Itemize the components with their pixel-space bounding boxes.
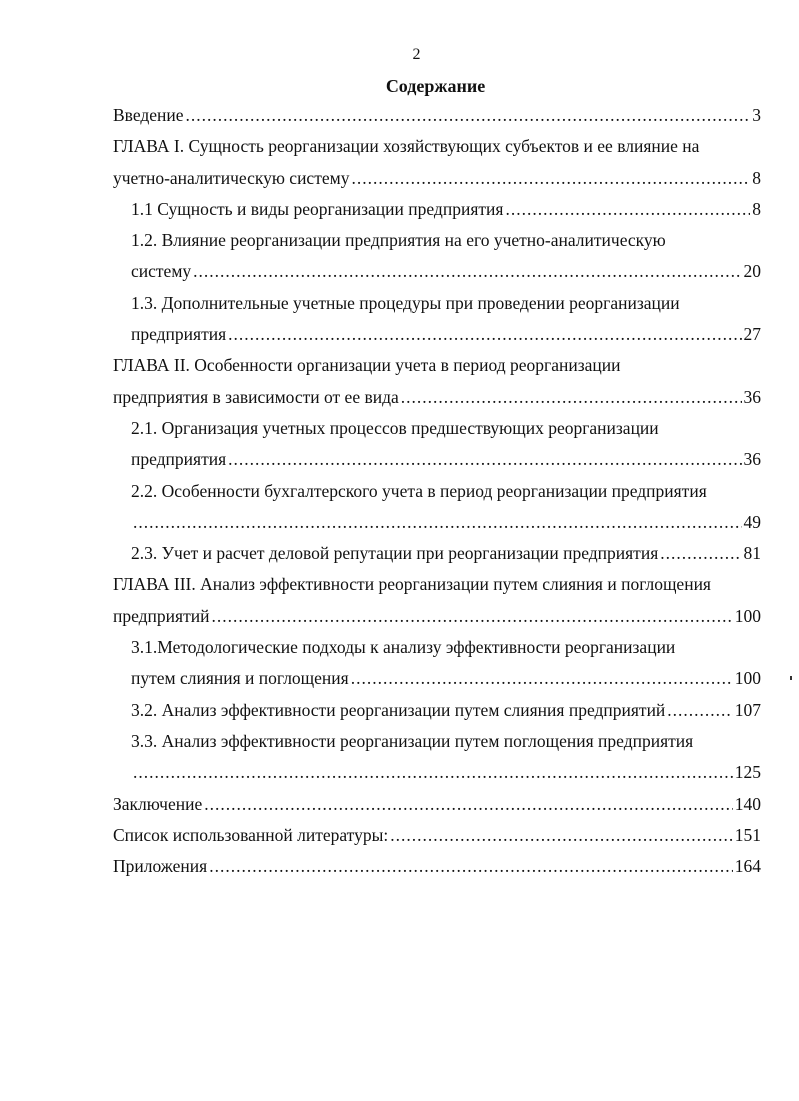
page-number: 2 — [412, 46, 421, 63]
toc-entry-section-2-2-line-2: ..... 49 — [113, 507, 761, 538]
toc-entry-chapter-1-line-1: ГЛАВА I. Сущность реорганизации хозяйствующих субъектов и ее влияние на — [113, 136, 700, 157]
toc-entry-section-3-2: 3.2. Анализ эффективности реорганизации путем слияния предприятий ..... 107 — [113, 695, 761, 726]
toc-entry-chapter-2-line-2: предприятия в зависимости от ее вида ..... 36 — [113, 382, 761, 413]
toc-entry-chapter-3-line-1: ГЛАВА III. Анализ эффективности реорганизации путем слияния и поглощения — [113, 574, 711, 595]
table-of-contents — [113, 100, 761, 882]
toc-entry-chapter-1-line-2: учетно-аналитическую систему ..... 8 — [113, 163, 761, 194]
toc-entry-conclusion: Заключение ..... 140 — [113, 789, 761, 820]
toc-entry-section-3-3-line-1: 3.3. Анализ эффективности реорганизации путем поглощения предприятия — [131, 730, 694, 751]
toc-entry-section-1-2-line-1: 1.2. Влияние реорганизации предприятия на его учетно-аналитическую — [131, 230, 666, 251]
toc-entry-references: Список использованной литературы: ..... 151 — [113, 820, 761, 851]
toc-title: Содержание — [385, 76, 486, 96]
toc-entry-section-1-1: 1.1 Сущность и виды реорганизации предприятия ..... 8 — [113, 194, 761, 225]
scan-speck — [790, 676, 792, 680]
toc-entry-section-2-3: 2.3. Учет и расчет деловой репутации при реорганизации предприятия ..... 81 — [113, 538, 761, 569]
toc-entry-chapter-3-line-2: предприятий ..... 100 — [113, 601, 761, 632]
toc-entry-section-2-2-line-1: 2.2. Особенности бухгалтерского учета в период реорганизации предприятия — [131, 480, 707, 501]
toc-entry-section-3-1-line-2: путем слияния и поглощения ..... 100 — [113, 663, 761, 694]
toc-entry-section-1-3-line-2: предприятия ..... 27 — [113, 319, 761, 350]
toc-entry-section-2-1-line-2: предприятия ..... 36 — [113, 444, 761, 475]
toc-entry-section-2-1-line-1: 2.1. Организация учетных процессов предшествующих реорганизации — [131, 417, 659, 438]
toc-entry-section-3-3-line-2: ..... 125 — [113, 757, 761, 788]
toc-entry-chapter-2-line-1: ГЛАВА II. Особенности организации учета в период реорганизации — [113, 355, 621, 376]
toc-entry-intro: Введение ..... 3 — [113, 100, 761, 131]
toc-entry-section-1-3-line-1: 1.3. Дополнительные учетные процедуры при проведении реорганизации — [131, 292, 680, 313]
toc-entry-section-3-1-line-1: 3.1.Методологические подходы к анализу эффективности реорганизации — [131, 637, 676, 658]
toc-entry-section-1-2-line-2: систему ..... 20 — [113, 256, 761, 287]
toc-entry-appendices: Приложения ..... 164 — [113, 851, 761, 882]
